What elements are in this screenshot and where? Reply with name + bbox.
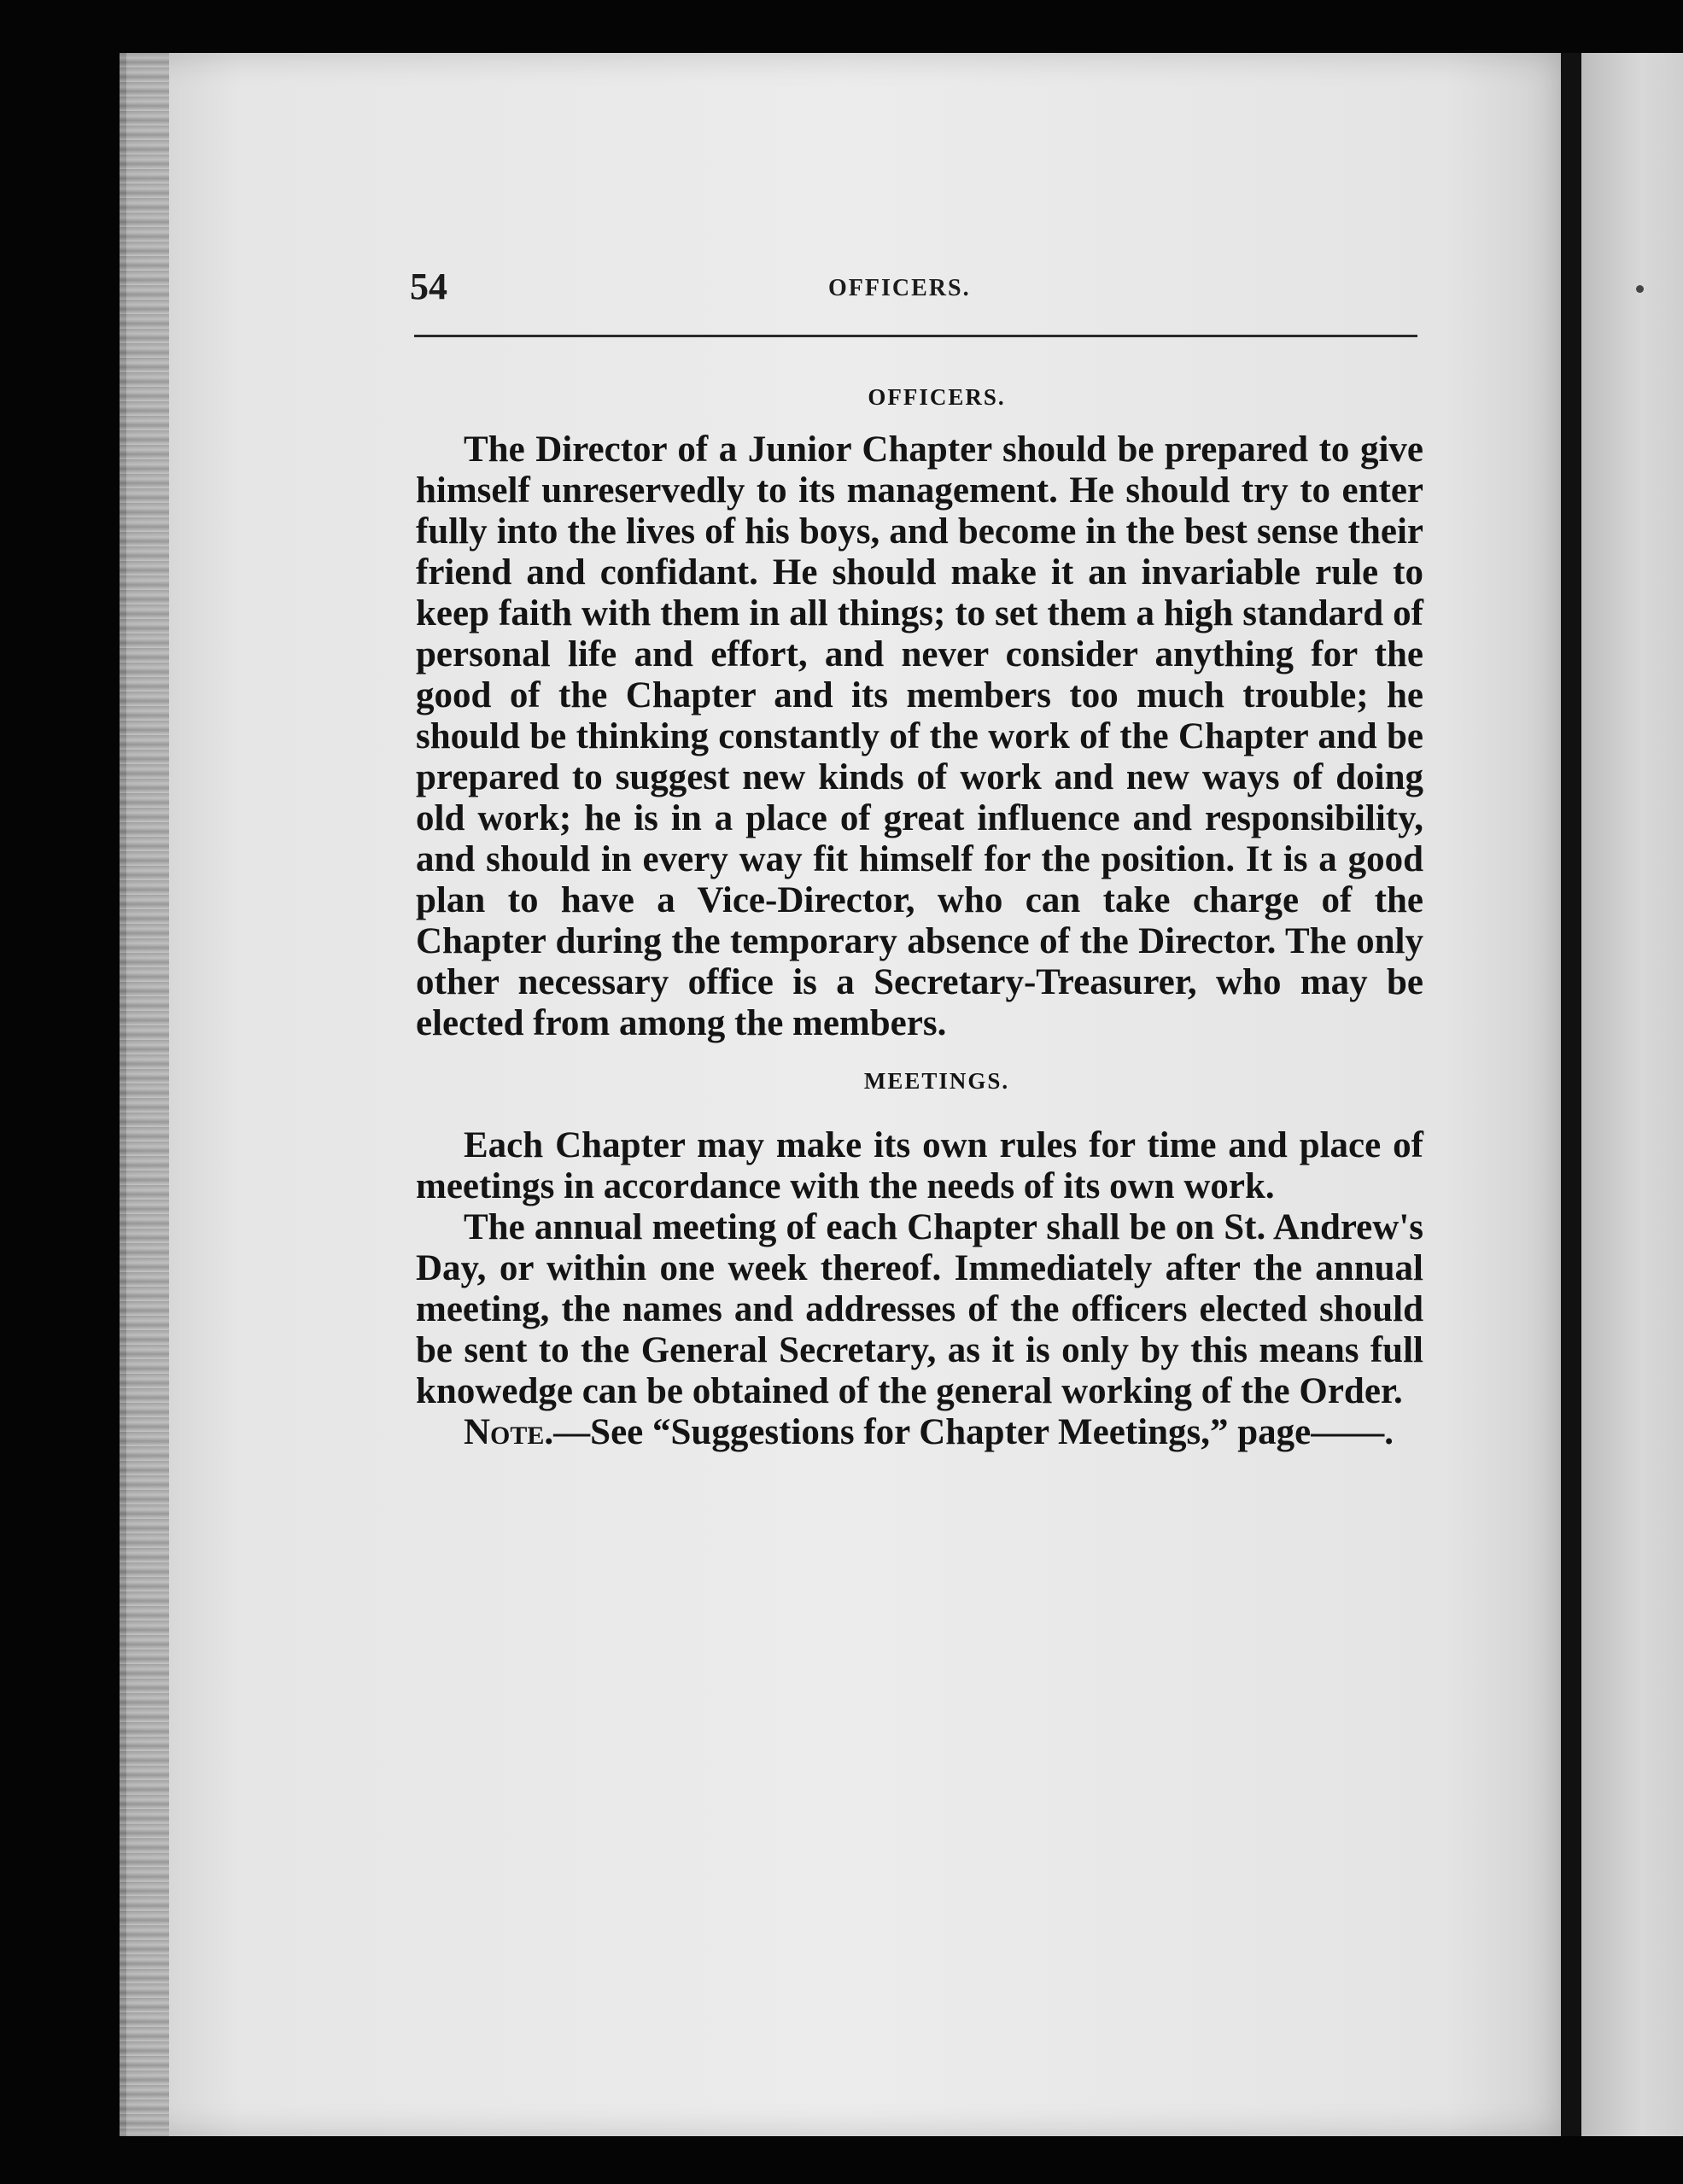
section-heading-officers: OFFICERS.: [868, 384, 1006, 410]
section-heading-meetings: MEETINGS.: [863, 1068, 1010, 1094]
adjacent-page-mark: [1636, 285, 1644, 293]
running-title: OFFICERS.: [828, 275, 971, 301]
page-gutter: [1561, 53, 1581, 2136]
page-binding-edge: [120, 53, 169, 2136]
note-label: Note.: [464, 1412, 554, 1452]
officers-paragraph: The Director of a Junior Chapter should be prepared to give himself unreservedly to its management. He should try to enter fully into the lives of his boys, and become in the best sense their friend and confidant. He should make it an invariable rule to keep faith with them in all things; to set them a high standard of personal life and effort, and never consider anything for the good of the Chapter and its members too much trouble; he should be thinking constantly of the work of the Chapter and be prepared to suggest new kinds of work and new ways of doing old work; he is in a place of great influence and responsibility, and should in every way fit himself for the position. It is a good plan to have a Vice-Director, who can take charge of the Chapter during the temporary absence of the Director. The only other necessary office is a Secretary-Treasurer, who may be elected from among the members.: [416, 429, 1423, 1043]
note-text: —See “Suggestions for Chapter Meetings,” page——.: [553, 1412, 1394, 1452]
adjacent-page-edge: [1581, 53, 1683, 2136]
header-rule: [414, 335, 1417, 337]
running-head: [410, 265, 1417, 316]
meetings-paragraph-1: Each Chapter may make its own rules for time and place of meetings in accordance with the needs of its own work.: [416, 1125, 1423, 1206]
page-body: [416, 384, 1423, 1453]
note-paragraph: [416, 1412, 1423, 1453]
meetings-paragraph-2: The annual meeting of each Chapter shall be on St. Andrew's Day, or within one week thereof. Immediately after the annual meeting, the names and addresses of the officers elected should be sent to the General Secretary, as it is only by this means full knowedge can be obtained of the general working of the Order.: [416, 1207, 1423, 1411]
page-number: 54: [410, 266, 447, 307]
